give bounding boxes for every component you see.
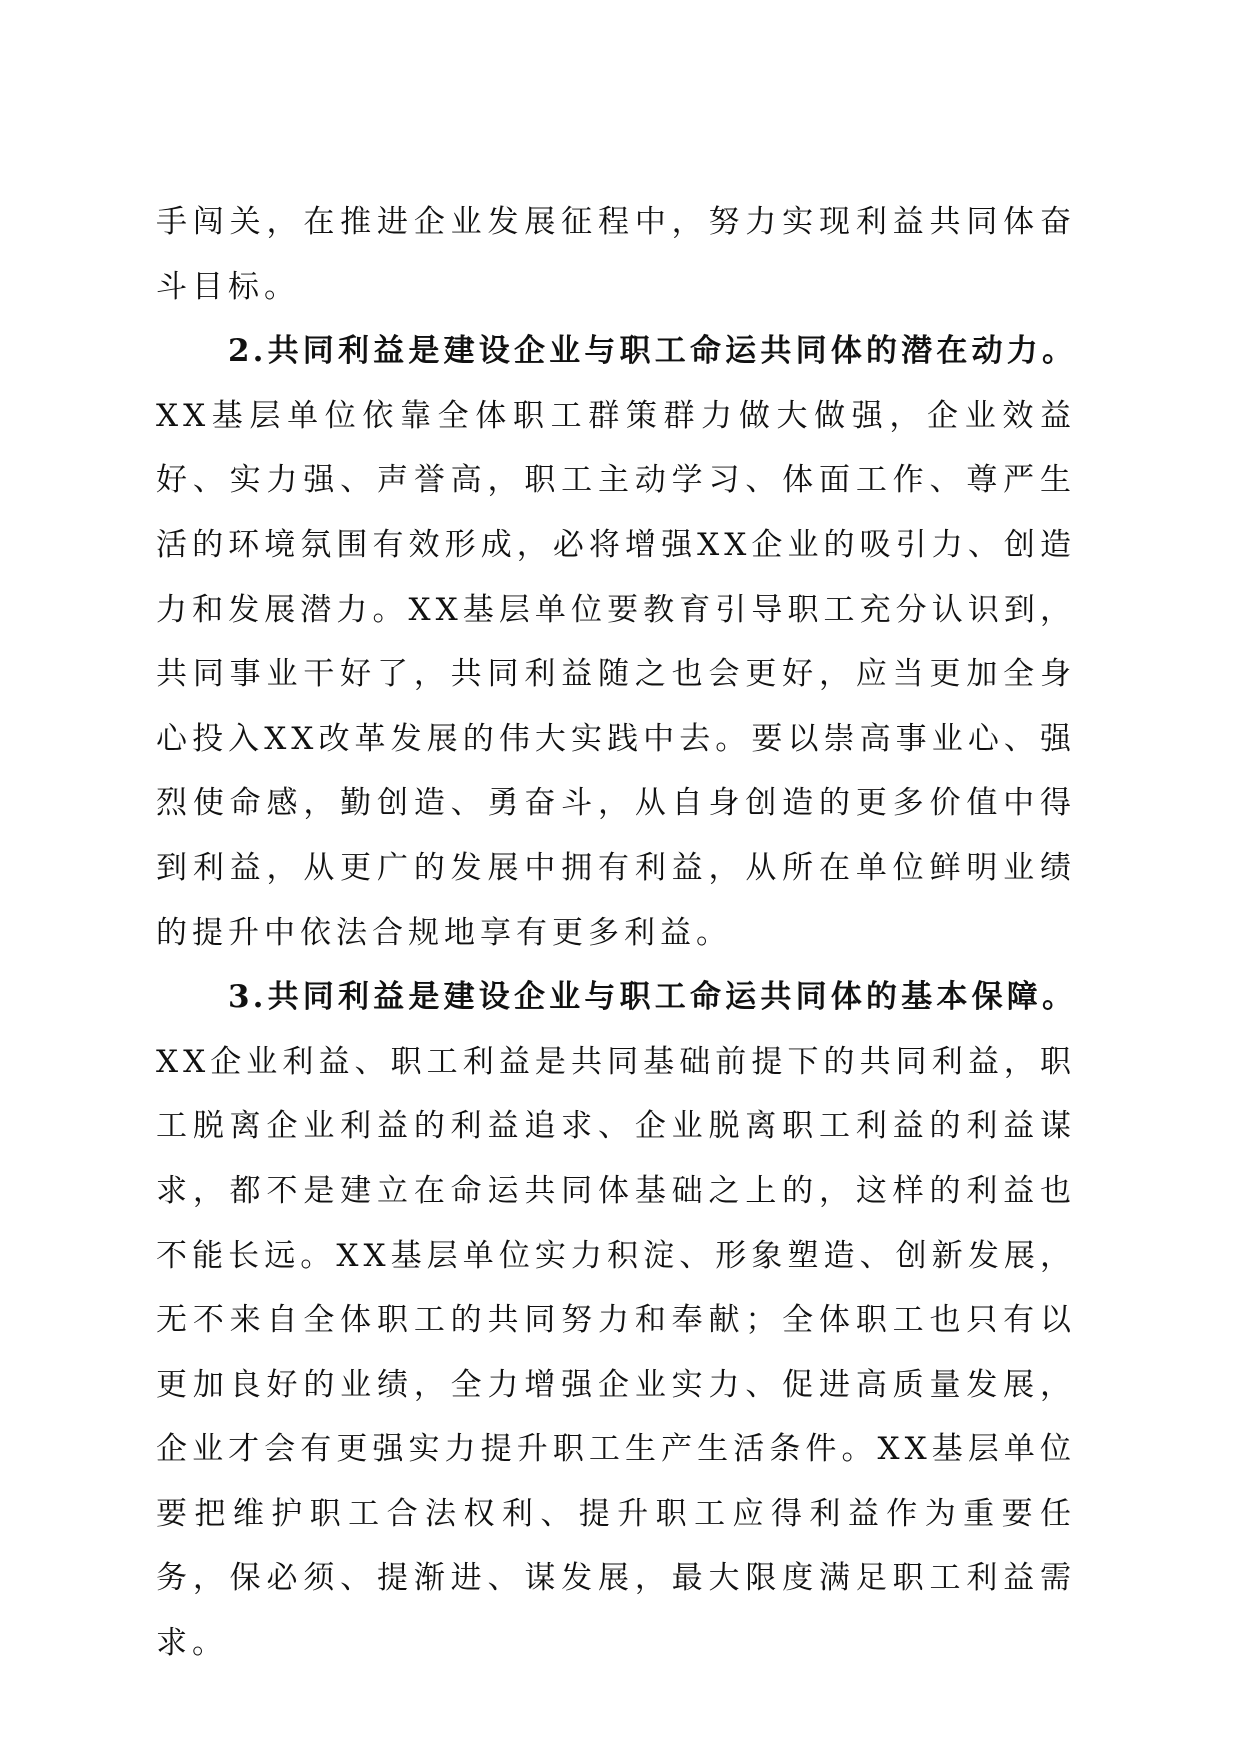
section-heading: 3.共同利益是建设企业与职工命运共同体的基本保障。 xyxy=(228,979,1076,1016)
document-page xyxy=(156,190,1076,1676)
paragraph-continuation xyxy=(156,190,1076,319)
paragraph-text: XX企业利益、职工利益是共同基础前提下的共同利益，职工脱离企业利益的利益追求、企业脱离职工利益的利益谋求，都不是建立在命运共同体基础之上的，这样的利益也不能长远。XX基层单位实力积淀、形象塑造、创新发展，无不来自全体职工的共同努力和奉献；全体职工也只有以更加良好的业绩，全力增强企业实力、促进高质量发展，企业才会有更强实力提升职工生产生活条件。XX基层单位要把维护职工合法权利、提升职工应得利益作为重要任务，保必须、提渐进、谋发展，最大限度满足职工利益需求。 xyxy=(156,1043,1076,1662)
paragraph-section-2 xyxy=(156,319,1076,965)
section-heading: 2.共同利益是建设企业与职工命运共同体的潜在动力。 xyxy=(228,333,1076,370)
paragraph-text: 手闯关，在推进企业发展征程中，努力实现利益共同体奋斗目标。 xyxy=(156,204,1076,305)
paragraph-section-3 xyxy=(156,965,1076,1676)
paragraph-text: XX基层单位依靠全体职工群策群力做大做强，企业效益好、实力强、声誉高，职工主动学习、体面工作、尊严生活的环境氛围有效形成，必将增强XX企业的吸引力、创造力和发展潜力。XX基层单位要教育引导职工充分认识到，共同事业干好了，共同利益随之也会更好，应当更加全身心投入XX改革发展的伟大实践中去。要以崇高事业心、强烈使命感，勤创造、勇奋斗，从自身创造的更多价值中得到利益，从更广的发展中拥有利益，从所在单位鲜明业绩的提升中依法合规地享有更多利益。 xyxy=(156,397,1076,951)
